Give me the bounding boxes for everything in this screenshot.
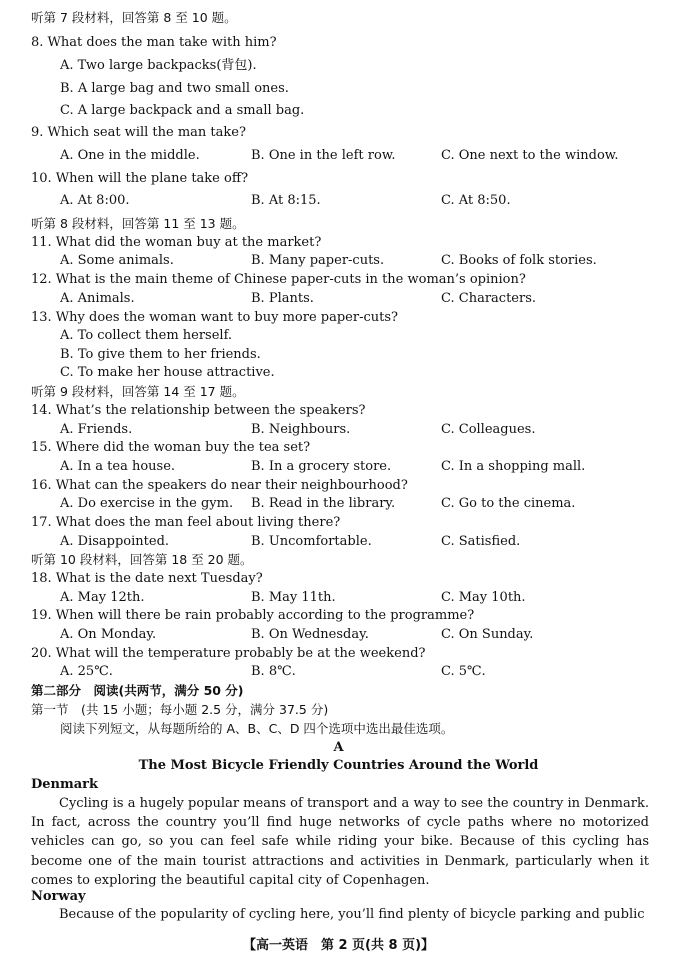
denmark-heading: Denmark [31, 777, 99, 792]
question-18-option-a: A. May 12th. [60, 590, 145, 605]
question-16: 16. What can the speakers do near their neighbourhood? [31, 478, 408, 493]
question-16-option-a: A. Do exercise in the gym. [60, 496, 234, 511]
listening-heading-10: 听第 10 段材料，回答第 18 至 20 题。 [31, 552, 253, 567]
question-12-option-b: B. Plants. [251, 291, 314, 306]
question-18-option-c: C. May 10th. [441, 590, 526, 605]
question-11: 11. What did the woman buy at the market? [31, 235, 322, 250]
question-13-option-a: A. To collect them herself. [60, 328, 233, 343]
question-10-option-b: B. At 8:15. [251, 193, 321, 208]
question-10-options [0, 191, 677, 210]
question-8: 8. What does the man take with him? [31, 35, 277, 50]
question-15-option-c: C. In a shopping mall. [441, 459, 586, 474]
norway-heading: Norway [31, 889, 86, 904]
norway-text: Because of the popularity of cycling here, you’ll find plenty of bicycle parking and public [59, 907, 645, 922]
question-9-options [0, 146, 677, 165]
listening-heading-8: 听第 8 段材料，回答第 11 至 13 题。 [31, 216, 245, 231]
reading-section-title: 第一节 (共 15 小题；每小题 2.5 分，满分 37.5 分) [31, 702, 329, 717]
question-10-option-c: C. At 8:50. [441, 193, 511, 208]
question-17: 17. What does the man feel about living there? [31, 515, 341, 530]
passage-letter: A [333, 740, 344, 755]
reading-instruction: 阅读下列短文，从每题所给的 A、B、C、D 四个选项中选出最佳选项。 [60, 721, 454, 736]
question-15: 15. Where did the woman buy the tea set? [31, 440, 311, 455]
question-9-option-c: C. One next to the window. [441, 148, 619, 163]
question-19: 19. When will there be rain probably according to the programme? [31, 608, 475, 623]
page-footer: 【高一英语 第 2 页(共 8 页)】 [242, 938, 435, 953]
question-19-option-a: A. On Monday. [60, 627, 157, 642]
question-14-option-c: C. Colleagues. [441, 422, 536, 437]
denmark-text: Cycling is a hugely popular means of transport and a way to see the country in Denmark. In fact, across the country you’ll find huge networks of cycle paths where no motorized vehicles can go, so you can feel safe while riding your bike. Because of this cycling has become one of the main tourist attractions and activities in Denmark, particularly when it comes to exploring the beautiful capital city of Copenhagen. [31, 796, 649, 888]
question-20-option-b: B. 8℃. [251, 664, 296, 679]
question-11-option-a: A. Some animals. [60, 253, 174, 268]
question-16-option-c: C. Go to the cinema. [441, 496, 576, 511]
question-11-option-b: B. Many paper-cuts. [251, 253, 385, 268]
question-17-options [0, 532, 677, 551]
question-16-option-b: B. Read in the library. [251, 496, 396, 511]
question-17-option-c: C. Satisfied. [441, 534, 521, 549]
question-18-option-b: B. May 11th. [251, 590, 336, 605]
question-20-option-a: A. 25℃. [60, 664, 113, 679]
norway-paragraph [31, 905, 649, 924]
question-20-options [0, 662, 677, 681]
question-8-option-a: A. Two large backpacks(背包). [60, 58, 257, 73]
question-9-option-b: B. One in the left row. [251, 148, 396, 163]
question-11-option-c: C. Books of folk stories. [441, 253, 597, 268]
question-12-option-c: C. Characters. [441, 291, 536, 306]
question-13-option-b: B. To give them to her friends. [60, 347, 261, 362]
question-10: 10. When will the plane take off? [31, 171, 249, 186]
question-14: 14. What’s the relationship between the speakers? [31, 403, 366, 418]
question-15-option-a: A. In a tea house. [60, 459, 176, 474]
question-20: 20. What will the temperature probably be at the weekend? [31, 646, 426, 661]
question-17-option-a: A. Disappointed. [60, 534, 170, 549]
question-15-options [0, 457, 677, 476]
question-14-option-a: A. Friends. [60, 422, 133, 437]
question-12-option-a: A. Animals. [60, 291, 135, 306]
reading-part-title: 第二部分 阅读(共两节，满分 50 分) [31, 683, 244, 698]
question-13-option-c: C. To make her house attractive. [60, 365, 275, 380]
question-18: 18. What is the date next Tuesday? [31, 571, 263, 586]
question-13: 13. Why does the woman want to buy more paper-cuts? [31, 310, 398, 325]
question-9-option-a: A. One in the middle. [60, 148, 200, 163]
question-15-option-b: B. In a grocery store. [251, 459, 392, 474]
denmark-paragraph [31, 794, 649, 890]
question-19-option-b: B. On Wednesday. [251, 627, 369, 642]
question-19-options [0, 625, 677, 644]
question-18-options [0, 588, 677, 607]
question-20-option-c: C. 5℃. [441, 664, 486, 679]
listening-heading-9: 听第 9 段材料，回答第 14 至 17 题。 [31, 384, 245, 399]
question-8-option-c: C. A large backpack and a small bag. [60, 103, 305, 118]
passage-title: The Most Bicycle Friendly Countries Around the World [138, 758, 539, 773]
question-8-option-b: B. A large bag and two small ones. [60, 81, 289, 96]
listening-heading-7: 听第 7 段材料，回答第 8 至 10 题。 [31, 10, 237, 25]
question-9: 9. Which seat will the man take? [31, 125, 246, 140]
question-12-options [0, 289, 677, 308]
question-19-option-c: C. On Sunday. [441, 627, 534, 642]
question-11-options [0, 251, 677, 270]
question-10-option-a: A. At 8:00. [60, 193, 130, 208]
question-16-options [0, 494, 677, 513]
question-14-options [0, 420, 677, 439]
question-14-option-b: B. Neighbours. [251, 422, 351, 437]
question-12: 12. What is the main theme of Chinese paper-cuts in the woman’s opinion? [31, 272, 526, 287]
question-17-option-b: B. Uncomfortable. [251, 534, 372, 549]
